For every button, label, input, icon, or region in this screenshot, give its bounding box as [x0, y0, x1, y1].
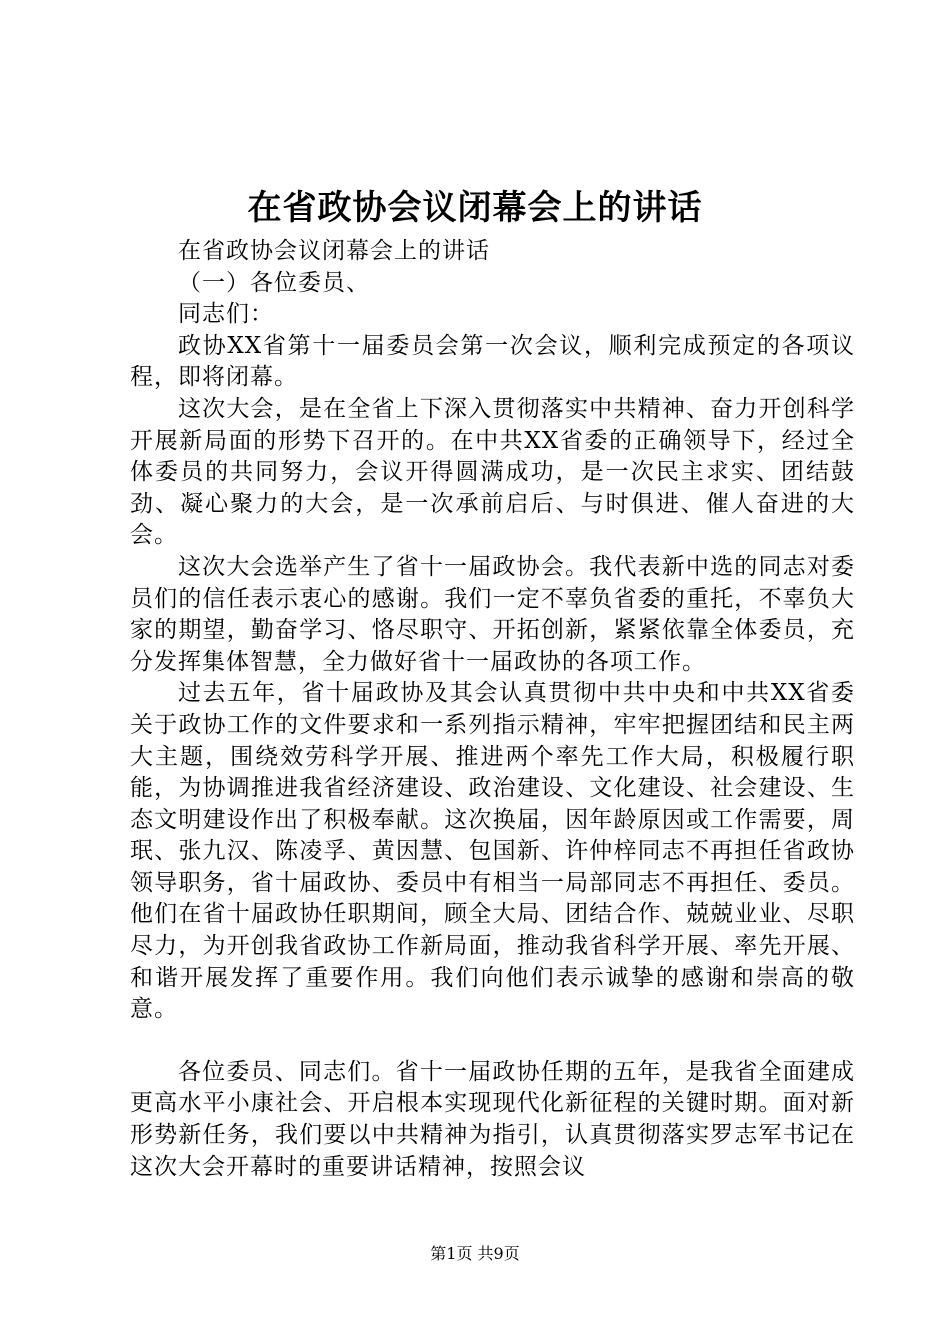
paragraph-opening: 政协XX省第十一届委员会第一次会议，顺利完成预定的各项议程，即将闭幕。 — [130, 332, 855, 391]
document-title: 在省政协会议闭幕会上的讲话 — [247, 188, 703, 228]
paragraph-subtitle: 在省政协会议闭幕会上的讲话 — [178, 238, 490, 264]
document-body — [130, 236, 855, 1183]
paragraph-election: 这次大会选举产生了省十一届政协会。我代表新中选的同志对委员们的信任表示衷心的感谢。我们一定不辜负省委的重托，不辜负大家的期望，勤奋学习、恪尽职守、开拓创新，紧紧依靠全体委员，充分发挥集体智慧，全力做好省十一届政协的各项工作。 — [130, 553, 855, 675]
paragraph-meeting-context: 这次大会，是在全省上下深入贯彻落实中共精神、奋力开创科学开展新局面的形势下召开的。在中共XX省委的正确领导下，经过全体委员的共同努力，会议开得圆满成功，是一次民主求实、团结鼓劲、凝心聚力的大会，是一次承前启后、与时俱进、催人奋进的大会。 — [130, 395, 855, 549]
paragraph-past-five-years: 过去五年，省十届政协及其会认真贯彻中共中央和中共XX省委关于政协工作的文件要求和一系列指示精神，牢牢把握团结和民主两大主题，围绕效劳科学开展、推进两个率先工作大局，积极履行职能，为协调推进我省经济建设、政治建设、文化建设、社会建设、生态文明建设作出了积极奉献。这次换届，因年龄原因或工作需要，周珉、张九汉、陈凌孚、黄因慧、包国新、许仲梓同志不再担任省政协领导职务，省十届政协、委员中有相当一局部同志不再担任、委员。他们在省十届政协任职期间，顾全大局、团结合作、兢兢业业、尽职尽力，为开创我省政协工作新局面，推动我省科学开展、率先开展、和谐开展发挥了重要作用。我们向他们表示诚挚的感谢和崇高的敬意。 — [130, 680, 855, 1023]
paragraph-next-term: 各位委员、同志们。省十一届政协任期的五年，是我省全面建成更高水平小康社会、开启根本实现现代化新征程的关键时期。面对新形势新任务，我们要以中共精神为指引，认真贯彻落实罗志军书记在这次大会开幕时的重要讲话精神，按照会议 — [130, 1058, 855, 1180]
page-number: 第1页 共9页 — [430, 1244, 520, 1263]
paragraph-salutation-2: 同志们： — [178, 301, 274, 328]
paragraph-salutation-1: （一）各位委员、 — [178, 269, 370, 296]
